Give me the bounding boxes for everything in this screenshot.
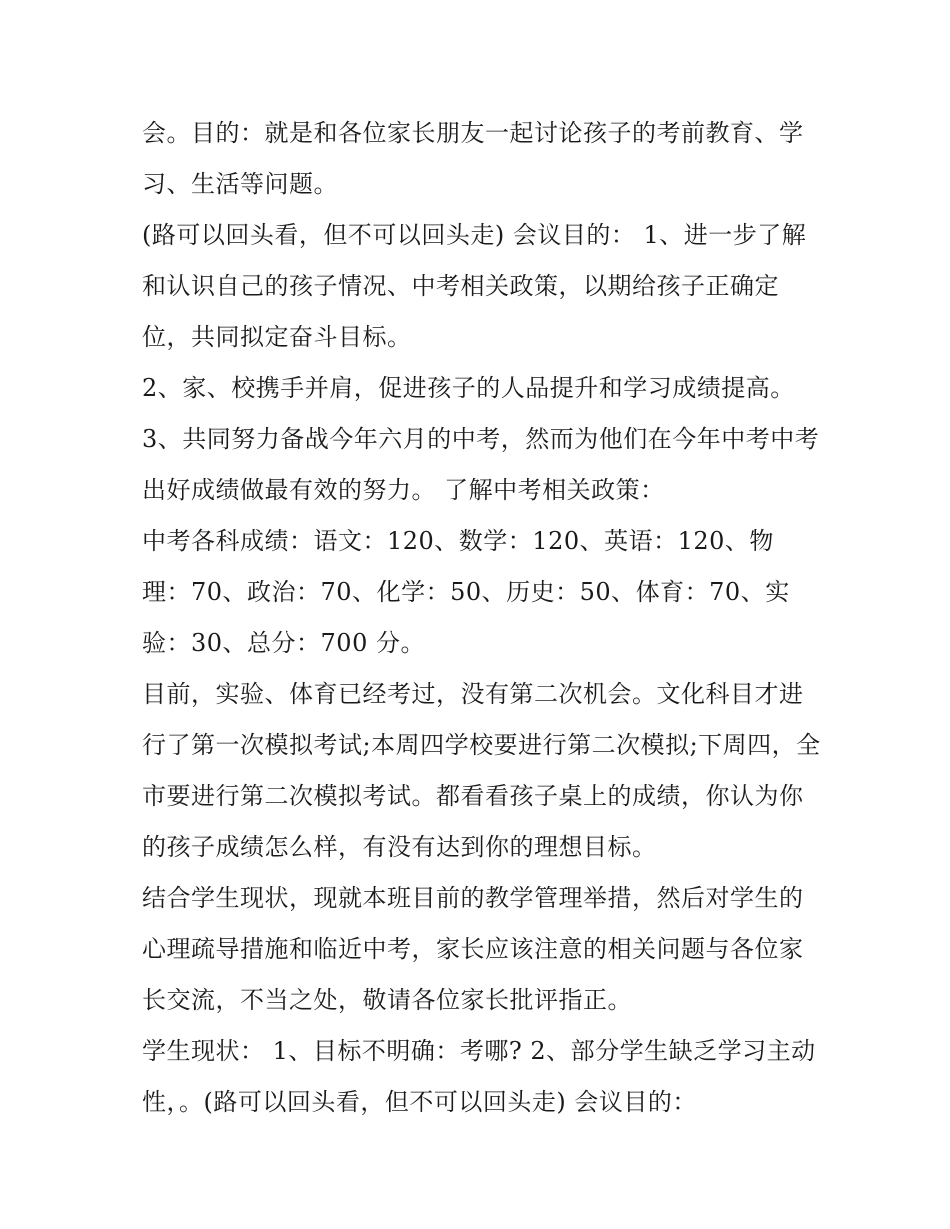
paragraph-meeting-purpose: 会。目的：就是和各位家长朋友一起讨论孩子的考前教育、学习、生活等问题。 — [142, 119, 804, 198]
paragraph-student-status: 学生现状： 1、目标不明确：考哪? 2、部分学生缺乏学习主动性，。(路可以回头看，但不可以回头走) 会议目的： — [142, 1037, 816, 1116]
paragraph-current-status: 目前，实验、体育已经考过，没有第二次机会。文化科目才进行了第一次模拟考试;本周四学校要进行第二次模拟;下周四，全市要进行第二次模拟考试。都看看孩子桌上的成绩，你认为你的孩子成绩怎么样，有没有达到你的理想目标。 — [142, 680, 821, 861]
document-body — [142, 108, 822, 1128]
paragraph-management-measures: 结合学生现状，现就本班目前的教学管理举措，然后对学生的心理疏导措施和临近中考，家长应该注意的相关问题与各位家长交流，不当之处，敬请各位家长批评指正。 — [142, 884, 804, 1014]
paragraph-exam-scores: 中考各科成绩：语文：120、数学：120、英语：120、物理：70、政治：70、化学：50、历史：50、体育：70、实验：30、总分：700 分。 — [142, 527, 790, 657]
paragraph-meeting-goals: (路可以回头看，但不可以回头走) 会议目的： 1、进一步了解和认识自己的孩子情况、中考相关政策，以期给孩子正确定位，共同拟定奋斗目标。 — [142, 221, 807, 351]
paragraph-goal-3: 3、共同努力备战今年六月的中考，然而为他们在今年中考中考出好成绩做最有效的努力。 了解中考相关政策： — [142, 425, 820, 504]
paragraph-goal-2: 2、家、校携手并肩，促进孩子的人品提升和学习成绩提高。 — [142, 374, 795, 402]
